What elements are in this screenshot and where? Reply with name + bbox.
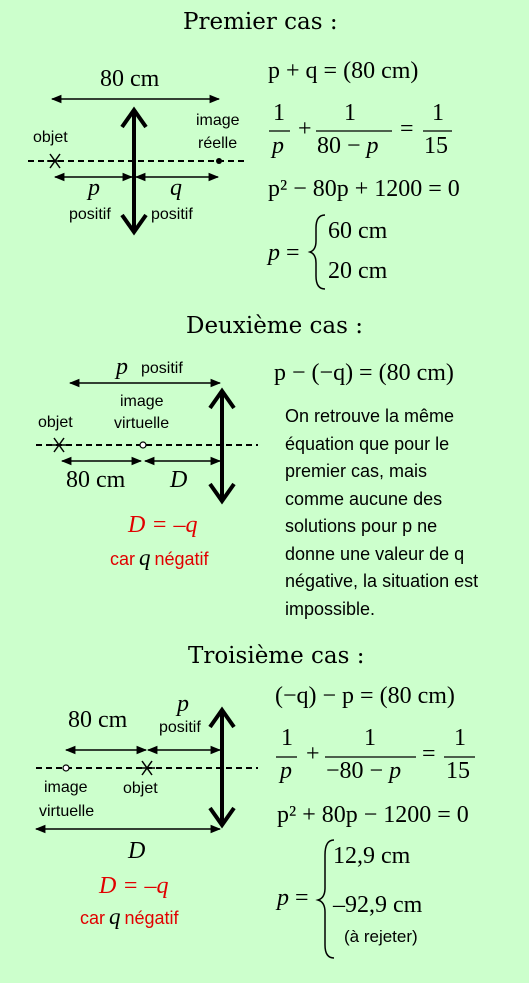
case1-image-point [216,158,222,164]
case3-image-label-2: virtuelle [39,803,95,820]
case1-object-star [47,154,63,168]
case1-image-label-2: réelle [198,135,238,152]
case3-car-line [80,904,179,930]
case2-q: q [139,545,151,570]
case2-p-symbol: p [116,354,128,380]
case3-image-point [63,765,69,771]
case3-eq4-lhs: p = [277,885,309,911]
case3-car: car [80,908,106,928]
case3-p-symbol: p [177,691,189,717]
case3-sol1: 12,9 cm [333,843,411,869]
case2-object-label: objet [38,414,73,431]
case2-object-star [51,438,67,452]
case1-sol2: 20 cm [328,258,388,284]
case3-eq1: (−q) − p = (80 cm) [275,683,455,709]
case2-d-eq: D = –q [128,512,198,538]
case2-neg: négatif [154,549,209,569]
case2-p-sign: positif [141,360,183,377]
case3-title: Troisième cas : [188,643,365,669]
case2-distance-label: 80 cm [66,467,126,493]
case2-d-symbol: D [170,467,188,493]
case3-distance-label: 80 cm [68,707,128,733]
case3-object-label: objet [123,780,158,797]
case1-p-sign: positif [69,206,111,223]
case3-q: q [109,904,121,929]
case1-distance-label: 80 cm [100,66,160,92]
case3-reject: (à rejeter) [344,927,418,946]
case2-image-label-1: image [120,393,164,410]
case2-paragraph: On retrouve la même équation que pour le premier cas, mais comme aucune des solutions pour p ne donne une valeur de q négative, la situation est impossible. [285,406,479,619]
case1-object-label: objet [33,129,68,146]
case3-p-sign: positif [159,719,201,736]
case3-object-star [139,761,155,775]
case3-sol2: –92,9 cm [333,892,423,918]
case3-eq3: p² + 80p − 1200 = 0 [277,802,469,828]
case1-brace [310,215,325,289]
case1-eq4-lhs: p = [268,240,300,266]
case1-sol1: 60 cm [328,218,388,244]
case1-image-label-1: image [196,112,240,129]
case2-eq1: p − (−q) = (80 cm) [274,360,454,386]
case2-image-point [140,442,146,448]
case2-title: Deuxième cas : [186,313,363,339]
case3-brace [318,840,334,958]
case1-q-symbol: q [170,175,182,201]
case3-eq2: 1 p + 1 −80 − p = 1 15 [280,725,470,784]
case1-title: Premier cas : [183,9,338,35]
case2-car: car [110,549,136,569]
case1-q-sign: positif [151,206,193,223]
case3-d-symbol: D [128,838,146,864]
case3-neg: négatif [124,908,179,928]
case2-image-label-2: virtuelle [114,415,170,432]
case2-car-line [110,545,209,571]
case3-image-label-1: image [44,779,88,796]
case3-d-eq: D = –q [99,873,169,899]
case1-eq1: p + q = (80 cm) [268,58,419,84]
case1-p-symbol: p [88,175,100,201]
case1-eq2: 1 p + 1 80 − p = 1 15 [272,100,448,159]
case1-eq3: p² − 80p + 1200 = 0 [268,176,460,202]
case1-lens [122,110,146,232]
